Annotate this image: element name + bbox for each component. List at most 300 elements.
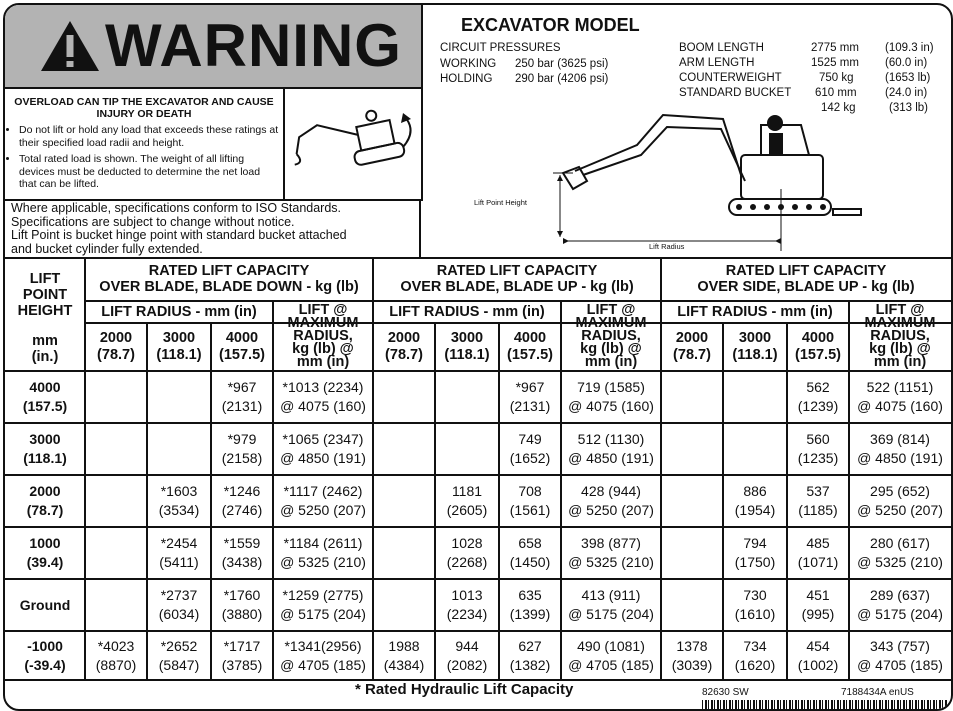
radius-column-line: (118.1) (732, 347, 778, 363)
radius-header-text: LIFT RADIUS - mm (in) (101, 304, 257, 320)
row-height-label (5, 631, 85, 681)
table-cell-line: (5847) (158, 657, 200, 673)
table-cell (147, 579, 211, 631)
table-cell-line: 627 (518, 638, 542, 654)
table-cell-line: 1013 (451, 587, 483, 603)
circuit-pressures-label: CIRCUIT PRESSURES (440, 42, 561, 54)
table-cell (499, 423, 561, 475)
warning-header (5, 5, 423, 89)
unit-header-line: mm (32, 333, 58, 349)
max-header-line: mm (in) (873, 353, 927, 370)
table-cell-line: @ 4075 (160) (280, 398, 366, 414)
row-height-line: 1000 (29, 535, 61, 551)
table-cell (211, 371, 273, 423)
max-header-line: LIFT @ (586, 301, 636, 318)
lift-point-height-label: Lift Point Height (474, 198, 527, 207)
table-cell (373, 475, 435, 527)
table-cell-line: 1988 (388, 638, 420, 654)
table-cell-line: 730 (743, 587, 767, 603)
table-cell (561, 423, 661, 475)
table-cell-line: @ 5175 (204) (568, 606, 654, 622)
table-cell-line: @ 5250 (207) (857, 502, 943, 518)
table-cell-line: (995) (801, 606, 835, 622)
table-cell (499, 579, 561, 631)
table-cell-line: 734 (743, 638, 767, 654)
table-cell (85, 475, 147, 527)
table-cell-line: @ 5325 (210) (568, 554, 654, 570)
row-height-line: (-39.4) (24, 657, 66, 673)
radius-column-line: 3000 (162, 330, 196, 346)
table-cell (661, 423, 723, 475)
table-cell-line: *1341(2956) (284, 638, 362, 654)
table-cell-line: *1065 (2347) (282, 431, 364, 447)
table-cell (211, 527, 273, 579)
table-cell-line: @ 5325 (210) (280, 554, 366, 570)
lift-point-header (5, 261, 85, 329)
max-header-line: RADIUS, (293, 327, 353, 344)
table-cell (373, 527, 435, 579)
table-cell (85, 631, 147, 681)
table-cell-line: *4023 (97, 638, 135, 654)
max-header-line: RADIUS, (581, 327, 641, 344)
max-radius-header (849, 303, 951, 369)
table-cell (561, 371, 661, 423)
table-cell-line: 886 (743, 483, 767, 499)
table-cell (211, 475, 273, 527)
table-cell (273, 579, 373, 631)
max-radius-header (273, 303, 373, 369)
table-cell (499, 527, 561, 579)
table-cell (561, 475, 661, 527)
max-header-line: kg (lb) @ (580, 340, 642, 357)
table-cell-line: (3039) (671, 657, 713, 673)
table-cell-line: 451 (806, 587, 830, 603)
table-cell-line: (1399) (509, 606, 551, 622)
overload-notice (5, 89, 285, 201)
table-cell (435, 371, 499, 423)
tipping-excavator-icon (285, 89, 421, 199)
table-cell (849, 423, 951, 475)
row-height-line: 3000 (29, 431, 61, 447)
table-cell-line: (3438) (221, 554, 263, 570)
lift-point-header-line: LIFT (29, 271, 61, 287)
group-header-line: OVER BLADE, BLADE UP - kg (lb) (400, 279, 634, 295)
table-cell (787, 371, 849, 423)
table-cell-line: 562 (806, 379, 830, 395)
table-cell-line: (3880) (221, 606, 263, 622)
table-cell-line: (2268) (446, 554, 488, 570)
radius-column-line: (118.1) (156, 347, 202, 363)
max-header-line: kg (lb) @ (292, 340, 354, 357)
table-cell (849, 631, 951, 681)
table-cell-line: 719 (1585) (577, 379, 645, 395)
table-cell (147, 631, 211, 681)
table-cell-line: *2652 (160, 638, 198, 654)
radius-header (85, 301, 273, 323)
table-cell-line: 295 (652) (870, 483, 930, 499)
table-cell (147, 527, 211, 579)
barcode (702, 700, 948, 711)
spec-note-line: Lift Point is bucket hinge point with standard bucket attached (11, 228, 347, 242)
table-cell-line: *967 (227, 379, 257, 395)
table-cell-line: (1239) (797, 398, 839, 414)
table-cell-line: (1071) (797, 554, 839, 570)
row-height-line: 2000 (29, 483, 61, 499)
spec-metric: 610 mm (815, 87, 857, 99)
radius-column-header (85, 323, 147, 371)
table-cell-line: 635 (518, 587, 542, 603)
table-cell-line: (2605) (446, 502, 488, 518)
table-cell-line: *1246 (223, 483, 261, 499)
table-cell-line: (1235) (797, 450, 839, 466)
table-cell-line: (1382) (509, 657, 551, 673)
row-height-line: Ground (19, 596, 71, 613)
table-cell-line: @ 4850 (191) (280, 450, 366, 466)
table-cell-line: (2131) (509, 398, 551, 414)
radius-column-line: (157.5) (795, 347, 841, 363)
table-cell-line: 512 (1130) (577, 431, 645, 447)
overload-bullet: • Do not lift or hold any load that exceeds these ratings at their specified load radii and height. (19, 124, 279, 149)
lift-capacity-table (5, 257, 951, 681)
overload-bullet: • Total rated load is shown. The weight of all lifting devices must be deducted to determine the net load that can be lifted. (19, 153, 279, 191)
table-cell (849, 579, 951, 631)
table-cell (723, 371, 787, 423)
radius-column-header (211, 323, 273, 371)
unit-header-line: (in.) (31, 349, 59, 365)
spec-label: STANDARD BUCKET (679, 87, 792, 99)
table-cell (561, 579, 661, 631)
table-cell (561, 631, 661, 681)
table-cell (211, 579, 273, 631)
radius-column-line: (78.7) (385, 347, 423, 363)
radius-column-line: (78.7) (97, 347, 135, 363)
spec-label: ARM LENGTH (679, 57, 755, 69)
warning-triangle-icon (39, 19, 101, 73)
table-cell-line: *967 (515, 379, 545, 395)
part-code: 82630 SW (702, 687, 749, 698)
table-cell (499, 631, 561, 681)
table-cell (849, 371, 951, 423)
spec-imperial: (313 lb) (889, 102, 928, 114)
radius-column-header (499, 323, 561, 371)
radius-column-header (147, 323, 211, 371)
table-cell-line: 485 (806, 535, 830, 551)
table-cell (85, 423, 147, 475)
table-cell (661, 475, 723, 527)
table-cell (787, 631, 849, 681)
table-cell (435, 527, 499, 579)
table-cell (211, 423, 273, 475)
table-cell-line: 1028 (451, 535, 483, 551)
table-cell-line: 398 (877) (581, 535, 641, 551)
radius-column-header (435, 323, 499, 371)
table-cell-line: *1603 (160, 483, 198, 499)
table-cell (373, 579, 435, 631)
overload-bullets (5, 124, 283, 191)
radius-column-line: 3000 (738, 330, 772, 346)
group-header-line: OVER SIDE, BLADE UP - kg (lb) (697, 279, 915, 295)
table-cell (849, 527, 951, 579)
table-cell-line: (1185) (798, 502, 838, 518)
max-header-line: MAXIMUM (864, 314, 936, 331)
model-title: EXCAVATOR MODEL (461, 15, 640, 35)
table-cell-line: (2746) (221, 502, 263, 518)
max-header-line: mm (in) (584, 353, 638, 370)
table-cell (499, 371, 561, 423)
table-cell (787, 475, 849, 527)
radius-column-line: (118.1) (444, 347, 490, 363)
table-cell-line: @ 4075 (160) (857, 398, 943, 414)
radius-header (373, 301, 561, 323)
table-cell-line: (5411) (159, 554, 199, 570)
spec-note-line: Specifications are subject to change without notice. (11, 214, 295, 229)
spec-imperial: (60.0 in) (885, 57, 928, 69)
table-cell (435, 423, 499, 475)
row-height-label (5, 371, 85, 423)
excavator-diagram (423, 5, 951, 257)
table-cell (273, 423, 373, 475)
radius-column-line: 3000 (450, 330, 484, 346)
max-header-line: MAXIMUM (575, 314, 647, 331)
table-cell-line: 413 (911) (581, 587, 641, 603)
spec-imperial: (1653 lb) (885, 72, 931, 84)
excavator-model-panel (423, 5, 951, 257)
table-cell (147, 475, 211, 527)
group-header (661, 257, 951, 301)
table-cell-line: @ 5250 (207) (568, 502, 654, 518)
max-header-line: RADIUS, (870, 327, 930, 344)
radius-column-header (373, 323, 435, 371)
table-cell (273, 371, 373, 423)
table-cell (849, 475, 951, 527)
group-header-line: OVER BLADE, BLADE DOWN - kg (lb) (99, 279, 359, 295)
row-height-line: (78.7) (26, 502, 64, 518)
table-cell (723, 527, 787, 579)
table-cell-line: 522 (1151) (866, 379, 934, 395)
overload-title: OVERLOAD CAN TIP THE EXCAVATOR AND CAUSE INJURY OR DEATH (14, 96, 274, 120)
table-cell-line: *1559 (223, 535, 261, 551)
radius-header-text: LIFT RADIUS - mm (in) (677, 304, 833, 320)
max-header-line: kg (lb) @ (869, 340, 931, 357)
lift-point-header-line: HEIGHT (17, 303, 73, 319)
unit-header (5, 329, 85, 369)
row-height-line: (39.4) (26, 554, 64, 570)
table-cell (147, 423, 211, 475)
table-cell-line: *1117 (2462) (283, 483, 363, 499)
table-cell-line: (1450) (509, 554, 551, 570)
table-cell-line: 708 (518, 483, 542, 499)
table-cell (373, 631, 435, 681)
spec-imperial: (109.3 in) (885, 42, 934, 54)
table-cell (435, 579, 499, 631)
table-cell-line: (1002) (797, 657, 839, 673)
table-cell-line: *1760 (223, 587, 261, 603)
footnote: * Rated Hydraulic Lift Capacity (355, 681, 574, 698)
table-cell-line: 428 (944) (581, 483, 641, 499)
table-cell-line: (1750) (734, 554, 776, 570)
holding-value: 290 bar (4206 psi) (515, 73, 609, 85)
table-cell-line: 369 (814) (870, 431, 930, 447)
table-cell-line: 944 (455, 638, 479, 654)
spec-note-line: Where applicable, specifications conform to ISO Standards. (11, 201, 342, 215)
table-cell (723, 475, 787, 527)
table-cell-line: *1013 (2234) (282, 379, 364, 395)
row-height-line: (118.1) (23, 450, 67, 466)
spec-label: COUNTERWEIGHT (679, 72, 782, 84)
holding-label: HOLDING (440, 73, 493, 85)
warning-decal (3, 3, 953, 711)
table-cell (723, 631, 787, 681)
max-header-line: mm (in) (296, 353, 350, 370)
table-cell-line: (2131) (221, 398, 263, 414)
group-header (85, 257, 373, 301)
table-cell (661, 579, 723, 631)
radius-column-header (787, 323, 849, 371)
table-cell-line: *2737 (160, 587, 198, 603)
table-cell (435, 631, 499, 681)
radius-column-line: 2000 (99, 330, 133, 346)
radius-column-line: 4000 (513, 330, 547, 346)
table-cell-line: *979 (227, 431, 257, 447)
row-height-line: 4000 (29, 379, 61, 395)
radius-column-line: 2000 (387, 330, 421, 346)
spec-imperial: (24.0 in) (885, 87, 928, 99)
table-cell (499, 475, 561, 527)
group-header-line: RATED LIFT CAPACITY (148, 263, 310, 279)
table-cell-line: (1561) (509, 502, 551, 518)
table-cell (273, 527, 373, 579)
table-cell-line: (2082) (446, 657, 488, 673)
working-label: WORKING (440, 58, 497, 70)
table-cell-line: @ 4705 (185) (857, 657, 943, 673)
table-cell-line: 454 (806, 638, 830, 654)
spec-metric: 142 kg (821, 102, 856, 114)
table-cell (661, 371, 723, 423)
table-cell-line: 658 (518, 535, 542, 551)
radius-column-line: 2000 (675, 330, 709, 346)
table-cell-line: (3785) (221, 657, 263, 673)
spec-metric: 1525 mm (811, 57, 859, 69)
radius-column-line: (157.5) (507, 347, 553, 363)
warning-title: WARNING (105, 12, 402, 79)
group-header (373, 257, 661, 301)
row-height-line: -1000 (27, 638, 63, 654)
table-cell (373, 423, 435, 475)
table-cell-line: @ 5325 (210) (857, 554, 943, 570)
table-cell-line: @ 5250 (207) (280, 502, 366, 518)
table-cell-line: *1259 (2775) (282, 587, 364, 603)
radius-column-line: 4000 (225, 330, 259, 346)
spec-note-line: and bucket cylinder fully extended. (11, 241, 203, 256)
table-cell (787, 527, 849, 579)
table-cell-line: @ 4075 (160) (568, 398, 654, 414)
table-cell (723, 423, 787, 475)
table-cell-line: 1181 (451, 483, 483, 499)
table-cell-line: (3534) (158, 502, 200, 518)
row-height-line: (157.5) (22, 398, 68, 414)
table-cell (273, 631, 373, 681)
table-cell-line: *1184 (2611) (283, 535, 363, 551)
table-cell-line: @ 4705 (185) (568, 657, 654, 673)
row-height-label (5, 579, 85, 631)
radius-column-header (723, 323, 787, 371)
table-cell-line: @ 4705 (185) (280, 657, 366, 673)
table-cell (211, 631, 273, 681)
table-cell-line: (1652) (509, 450, 551, 466)
decal-code: 7188434A enUS (841, 687, 914, 698)
table-cell-line: *1717 (223, 638, 261, 654)
radius-column-line: (78.7) (673, 347, 711, 363)
table-cell-line: *2454 (160, 535, 198, 551)
table-cell-line: 343 (757) (870, 638, 930, 654)
spec-metric: 2775 mm (811, 42, 859, 54)
table-cell-line: (1610) (734, 606, 776, 622)
group-header-line: RATED LIFT CAPACITY (436, 263, 598, 279)
radius-column-line: 4000 (801, 330, 835, 346)
radius-header-text: LIFT RADIUS - mm (in) (389, 304, 545, 320)
table-cell-line: @ 4850 (191) (857, 450, 943, 466)
max-radius-header (561, 303, 661, 369)
table-cell (723, 579, 787, 631)
table-cell-line: (1954) (734, 502, 776, 518)
max-header-line: MAXIMUM (287, 314, 359, 331)
max-header-line: LIFT @ (298, 301, 348, 318)
table-cell (373, 371, 435, 423)
table-cell (273, 475, 373, 527)
table-cell (147, 371, 211, 423)
table-cell-line: @ 5175 (204) (280, 606, 366, 622)
spec-label: BOOM LENGTH (679, 42, 764, 54)
table-cell (85, 371, 147, 423)
table-cell (435, 475, 499, 527)
table-cell-line: @ 5175 (204) (857, 606, 943, 622)
lift-point-header-line: POINT (22, 287, 68, 303)
spec-metric: 750 kg (819, 72, 854, 84)
table-cell-line: 1378 (676, 638, 708, 654)
row-height-label (5, 475, 85, 527)
table-cell-line: (1620) (734, 657, 776, 673)
specification-notes (5, 201, 421, 257)
table-cell-line: (8870) (95, 657, 137, 673)
table-cell-line: 289 (637) (870, 587, 930, 603)
table-cell-line: @ 4850 (191) (568, 450, 654, 466)
table-cell-line: 560 (806, 431, 830, 447)
tip-over-illustration (285, 89, 423, 201)
table-cell (85, 527, 147, 579)
table-cell (85, 579, 147, 631)
max-header-line: LIFT @ (875, 301, 925, 318)
table-cell-line: (6034) (158, 606, 200, 622)
table-cell (661, 631, 723, 681)
table-cell-line: 794 (743, 535, 767, 551)
table-cell (661, 527, 723, 579)
table-cell (561, 527, 661, 579)
table-cell-line: (2234) (446, 606, 488, 622)
group-header-line: RATED LIFT CAPACITY (725, 263, 887, 279)
table-cell-line: 749 (518, 431, 542, 447)
table-cell (787, 423, 849, 475)
lift-radius-label: Lift Radius (649, 242, 685, 251)
row-height-label (5, 423, 85, 475)
radius-column-header (661, 323, 723, 371)
table-cell-line: 490 (1081) (577, 638, 645, 654)
working-value: 250 bar (3625 psi) (515, 58, 609, 70)
table-cell-line: 280 (617) (870, 535, 930, 551)
row-height-label (5, 527, 85, 579)
radius-header (661, 301, 849, 323)
table-cell-line: (2158) (221, 450, 263, 466)
table-cell (787, 579, 849, 631)
